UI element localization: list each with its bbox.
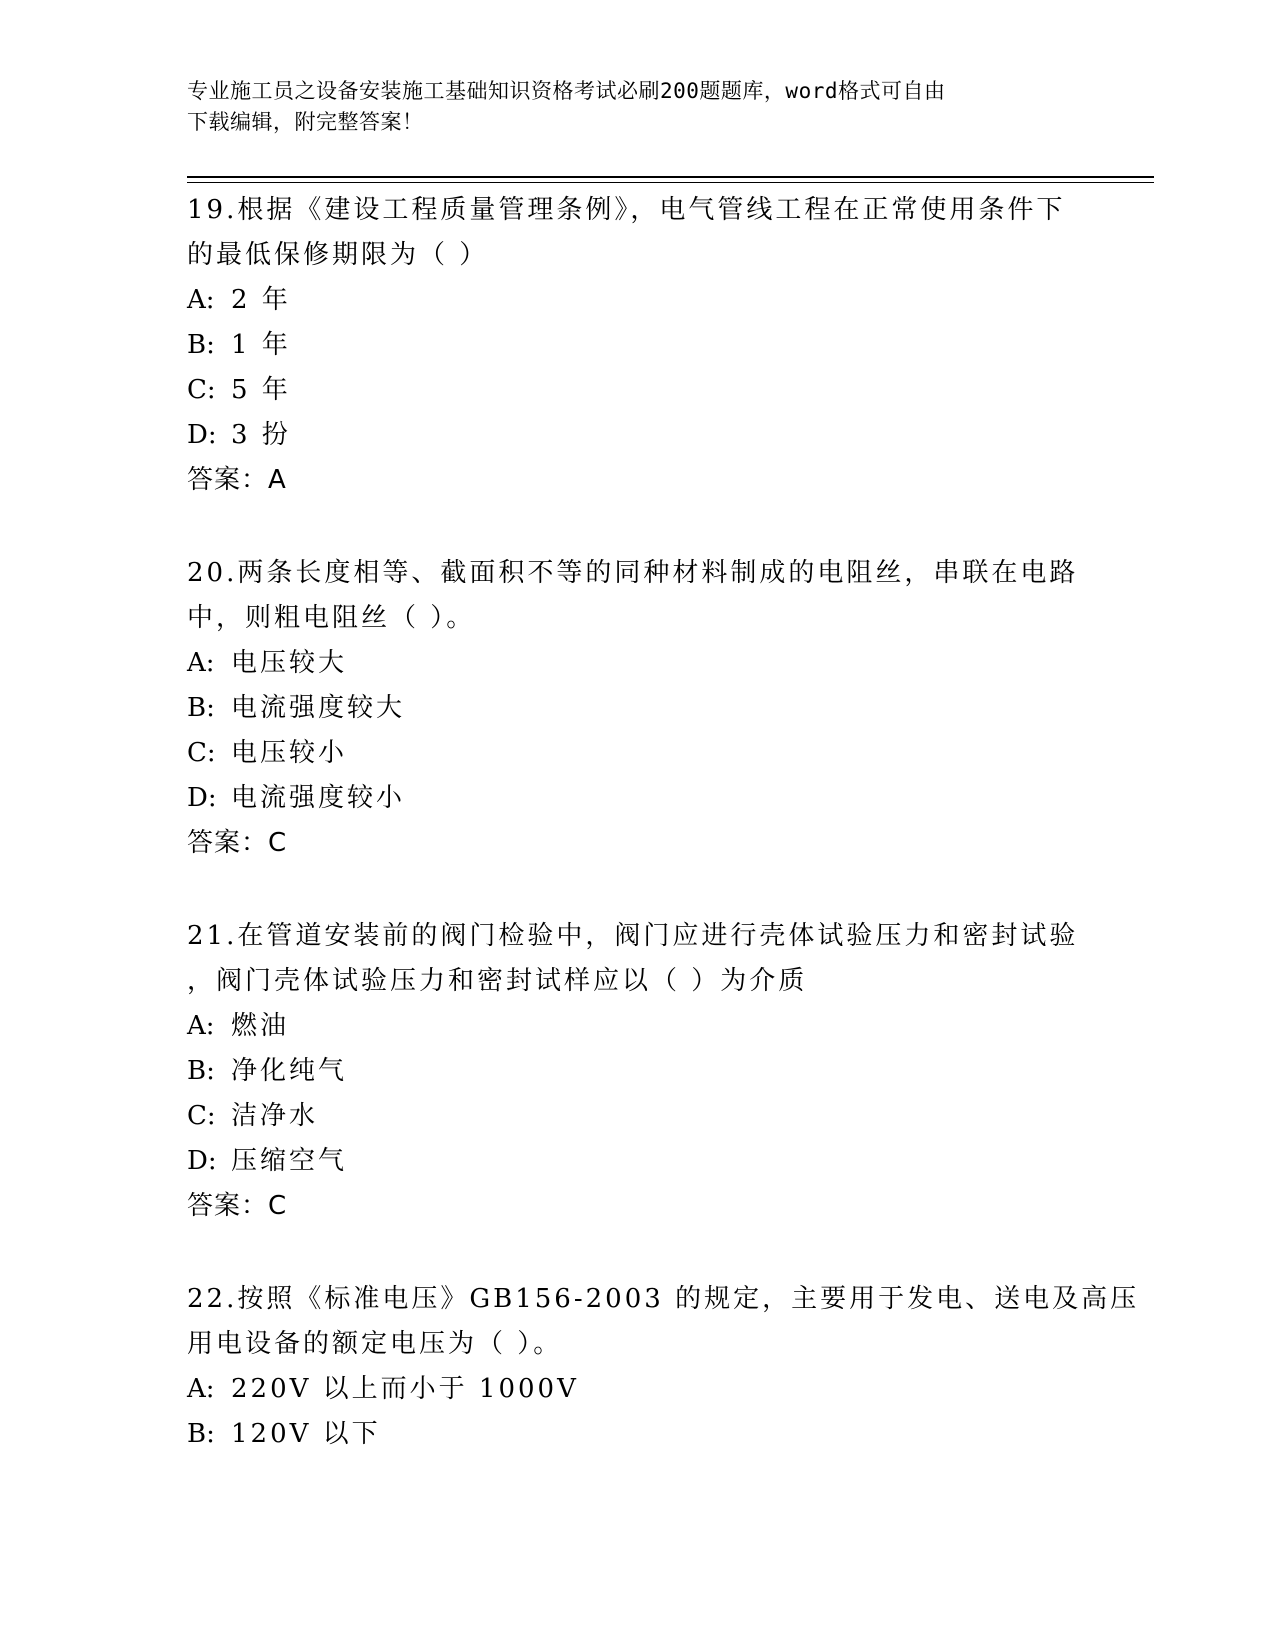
option-text: 2 年 [231,285,291,315]
question-stem-line: 19.根据《建设工程质量管理条例》，电气管线工程在正常使用条件下 [187,195,1066,225]
option-letter: A: [187,1011,215,1041]
option-text: 电流强度较小 [231,783,406,813]
option-letter: A: [187,648,215,678]
question-stem-line: ，阀门壳体试验压力和密封试样应以（ ）为介质 [187,966,808,996]
option-d [187,776,1087,821]
option-letter: C: [187,1101,216,1131]
answer-label: 答案：A [187,465,287,495]
option-letter: B: [187,1056,215,1086]
option-text: 电压较大 [231,648,348,678]
option-text: 洁净水 [231,1101,319,1131]
header-line-2: 下载编辑，附完整答案！ [187,110,424,134]
option-text: 120V 以下 [231,1419,381,1449]
question-19 [187,188,1087,503]
option-b [187,1412,1087,1457]
option-c [187,1094,1087,1139]
option-text: 压缩空气 [231,1146,348,1176]
option-letter: B: [187,693,215,723]
option-letter: C: [187,738,216,768]
option-d [187,1139,1087,1184]
question-stem-line: 22.按照《标准电压》GB156-2003 的规定，主要用于发电、送电及高压 [187,1284,1140,1314]
question-20 [187,551,1087,866]
option-a [187,1004,1087,1049]
option-text: 电压较小 [231,738,348,768]
option-a [187,1367,1087,1412]
question-stem-line: 中，则粗电阻丝（ ）。 [187,603,476,633]
option-letter: A: [187,1374,215,1404]
option-letter: B: [187,1419,215,1449]
option-letter: C: [187,375,216,405]
option-a [187,641,1087,686]
option-text: 5 年 [231,375,291,405]
option-b [187,1049,1087,1094]
question-stem-line: 21.在管道安装前的阀门检验中，阀门应进行壳体试验压力和密封试验 [187,921,1079,951]
question-stem-line: 20.两条长度相等、截面积不等的同种材料制成的电阻丝，串联在电路 [187,558,1079,588]
option-b [187,323,1087,368]
question-22 [187,1277,1140,1457]
option-letter: D: [187,783,217,813]
question-stem-line: 的最低保修期限为（ ） [187,240,489,270]
option-text: 净化纯气 [231,1056,348,1086]
answer-label: 答案：C [187,1191,288,1221]
option-b [187,686,1087,731]
option-c [187,368,1087,413]
header-line-1: 专业施工员之设备安装施工基础知识资格考试必刷200题题库，word格式可自由 [187,79,946,103]
option-letter: B: [187,330,215,360]
option-a [187,278,1087,323]
header-divider-thick [187,176,1154,178]
question-21 [187,914,1087,1229]
option-letter: D: [187,1146,217,1176]
option-d [187,413,1087,458]
document-header [187,76,1067,138]
option-text: 燃油 [231,1011,290,1041]
option-text: 3 扮 [231,420,291,450]
option-text: 220V 以上而小于 1000V [231,1374,579,1404]
question-stem-line: 用电设备的额定电压为（ ）。 [187,1329,563,1359]
option-text: 1 年 [231,330,291,360]
header-divider-thin [187,182,1154,183]
option-letter: A: [187,285,215,315]
option-text: 电流强度较大 [231,693,406,723]
answer-label: 答案：C [187,828,288,858]
option-letter: D: [187,420,217,450]
option-c [187,731,1087,776]
